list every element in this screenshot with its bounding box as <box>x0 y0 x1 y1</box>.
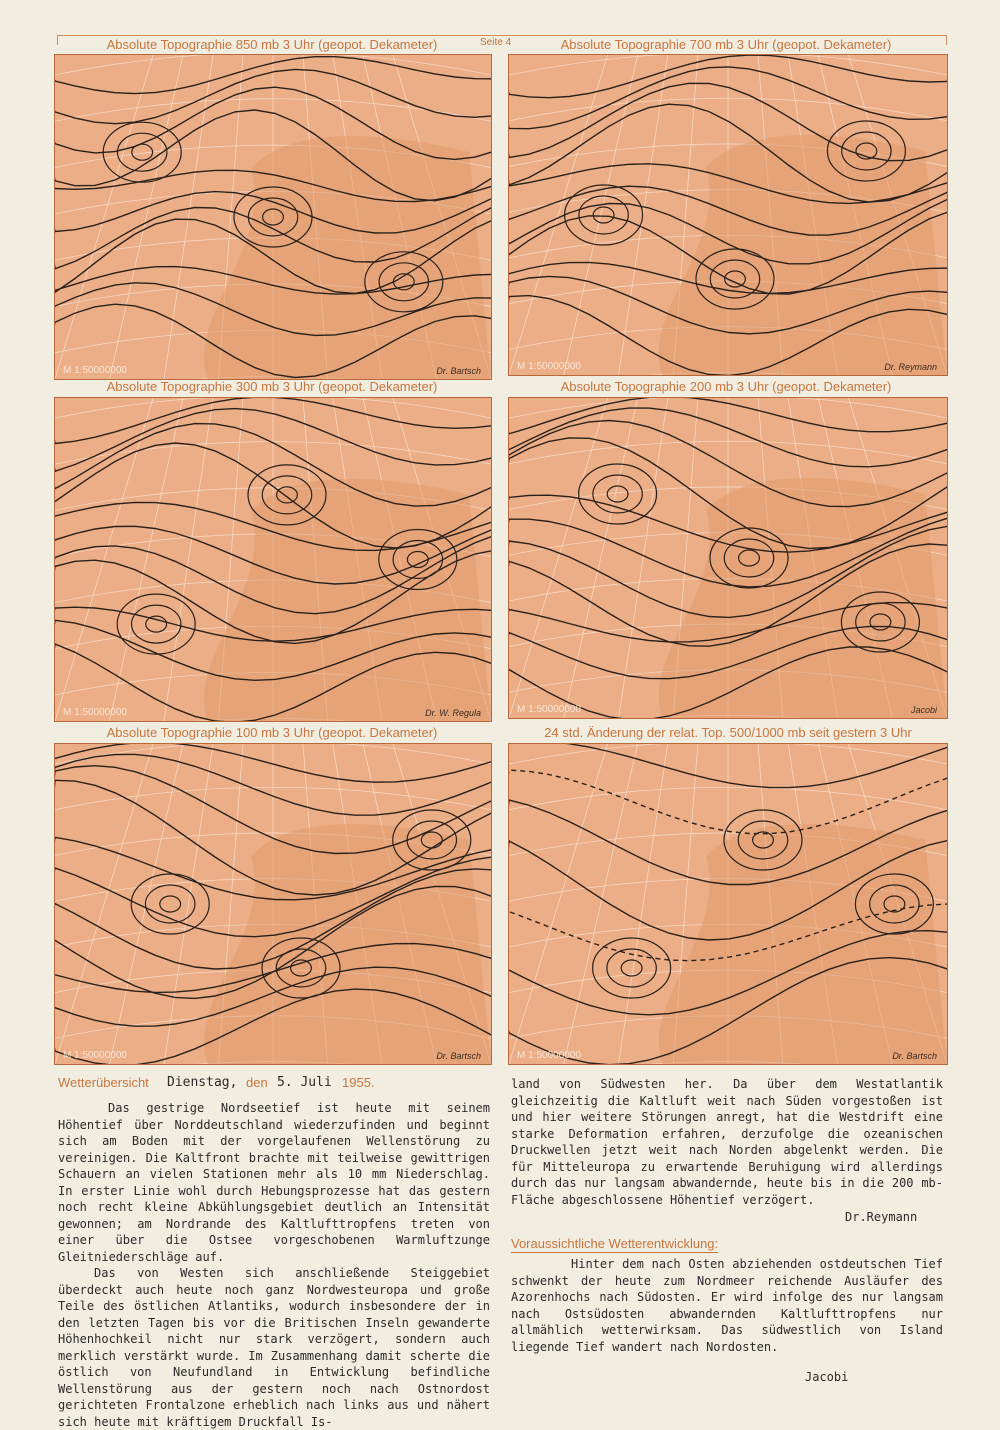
graticule-line <box>55 398 153 721</box>
forecast-title: Voraussichtliche Wetterentwicklung: <box>511 1236 719 1251</box>
overview-paragraph-3: land von Südwesten her. Da über dem Westatlantik gleichzeitig die Kaltluft weit nach Süden vorgestoßen ist und hier weitere Störungen anregt, hat die Westdrift eine starke Deformation erfahren, derzufolge die ozeanischen Druckwellen jetzt weit nach Norden abgelenkt werden. Die für Mitteleuropa zu erwartende Beruhigung wird allerdings durch das nur langsam abwandernde, heute bis in die 200 mb-Fläche abgeschlossene Höhentief verzögert. <box>511 1077 943 1207</box>
map-300 <box>54 397 492 722</box>
map-drawing <box>55 398 491 721</box>
land-mass <box>204 136 491 379</box>
map-100 <box>54 743 492 1065</box>
forecast-signature: Jacobi <box>805 1370 849 1384</box>
closed-isoline <box>593 938 671 998</box>
map-author: Jacobi <box>910 705 937 715</box>
map-drawing <box>509 744 947 1064</box>
map-200 <box>508 397 948 719</box>
graticule-line <box>564 55 638 375</box>
closed-isoline <box>607 486 628 502</box>
map-scale: M 1:50000000 <box>63 1050 127 1061</box>
closed-isoline <box>146 616 167 632</box>
map-drawing <box>55 744 491 1064</box>
map-title-delta: 24 std. Änderung der relat. Top. 500/1000 mb seit gestern 3 Uhr <box>544 725 912 740</box>
map-scale: M 1:50000000 <box>63 365 127 376</box>
overview-paragraph-1: Das gestrige Nordseetief ist heute mit seinem Höhentief über Norddeutschland wiederzufinden und beginnt sich am Boden mit der vorgelaufenen Wellenstörung zu vereinigen. Die Kaltfront brachte mit teilweise gewittrigen Schauern an vielen Stationen mehr als 10 mm Niederschlag. In erster Linie wohl durch Hebungsprozesse hat das gestern noch recht kleine Abkühlungsgebiet deutlich an Intensität gewonnen; am Nordrande des Kaltlufttropfens treten von einer über die Ostsee vorgeschobenen Warmluftzunge Gleitniederschläge auf. <box>58 1101 490 1264</box>
overview-column-right <box>511 1076 943 1208</box>
map-850 <box>54 54 492 380</box>
closed-isoline <box>160 896 181 912</box>
overview-year: 1955. <box>342 1075 375 1090</box>
overview-weekday: Dienstag, <box>167 1075 238 1090</box>
map-author: Dr. Bartsch <box>892 1051 937 1061</box>
overview-paragraph-2: Das von Westen sich anschließende Steiggebiet überdeckt auch heute noch ganz Nordwesteuropa und große Teile des östlichen Atlantiks, wodurch insbesondere der in den letzten Tagen bis vor die Britischen Inseln gewanderte Höhenhochkeil nicht nur stark verzögert, sondern auch merklich verstärkt wurde. Im Zusammenhang damit scherte die östlich von Neufundland in Entwicklung befindliche Wellenstörung aus der gestern noch nach Ostnordost gerichteten Frontalzone erheblich nach links aus und nähert sich heute mit kräftigem Druckfall Is- <box>58 1266 490 1429</box>
map-author: Dr. Bartsch <box>436 366 481 376</box>
map-title-200: Absolute Topographie 200 mb 3 Uhr (geopot. Dekameter) <box>560 379 892 394</box>
map-drawing <box>55 55 491 379</box>
map-author: Dr. Bartsch <box>436 1051 481 1061</box>
map-author: Dr. Reymann <box>884 362 937 372</box>
closed-isoline <box>131 874 209 934</box>
closed-isoline <box>117 594 195 654</box>
graticule-line <box>564 744 638 1064</box>
right-rule <box>946 35 947 45</box>
land-mass <box>204 479 491 721</box>
graticule-line <box>564 398 638 718</box>
closed-isoline <box>146 885 195 923</box>
land-mass <box>659 824 947 1064</box>
map-author: Dr. W. Regula <box>425 708 481 718</box>
closed-isoline <box>579 464 657 524</box>
land-mass <box>204 824 491 1064</box>
map-scale: M 1:50000000 <box>517 361 581 372</box>
map-delta <box>508 743 948 1065</box>
forecast-paragraph: Hinter dem nach Osten abziehenden ostdeutschen Tief schwenkt der heute zum Nordmeer reichende Ausläufer des Azorenhochs nach Südosten. Er wird infolge des nur langsam nach Ostsüdosten abwandernden Kaltlufttropfens nur allmählich wetterwirksam. Das südwestlich von Island liegende Tief wandert nach Nordosten. <box>511 1257 943 1354</box>
overview-date: 5. Juli <box>277 1075 332 1090</box>
graticule-line <box>55 55 153 379</box>
map-title-850: Absolute Topographie 850 mb 3 Uhr (geopot. Dekameter) <box>106 37 438 52</box>
closed-isoline <box>621 960 642 976</box>
map-scale: M 1:50000000 <box>63 707 127 718</box>
map-drawing <box>509 55 947 375</box>
top-rule <box>58 35 946 36</box>
page-number: Seite 4 <box>480 37 512 48</box>
overview-label: Wetterübersicht <box>58 1075 149 1090</box>
closed-isoline <box>565 185 643 245</box>
map-scale: M 1:50000000 <box>517 704 581 715</box>
forecast-column <box>511 1256 943 1355</box>
map-title-100: Absolute Topographie 100 mb 3 Uhr (geopot. Dekameter) <box>106 725 438 740</box>
closed-isoline <box>593 207 614 223</box>
map-title-300: Absolute Topographie 300 mb 3 Uhr (geopot. Dekameter) <box>106 379 438 394</box>
map-drawing <box>509 398 947 718</box>
map-700 <box>508 54 948 376</box>
graticule-line <box>509 744 608 1064</box>
map-scale: M 1:50000000 <box>517 1050 581 1061</box>
overview-signature: Dr.Reymann <box>845 1210 918 1224</box>
map-title-700: Absolute Topographie 700 mb 3 Uhr (geopot. Dekameter) <box>560 37 892 52</box>
graticule-line <box>110 744 184 1064</box>
overview-column-left <box>58 1100 490 1430</box>
overview-den: den <box>246 1075 268 1090</box>
